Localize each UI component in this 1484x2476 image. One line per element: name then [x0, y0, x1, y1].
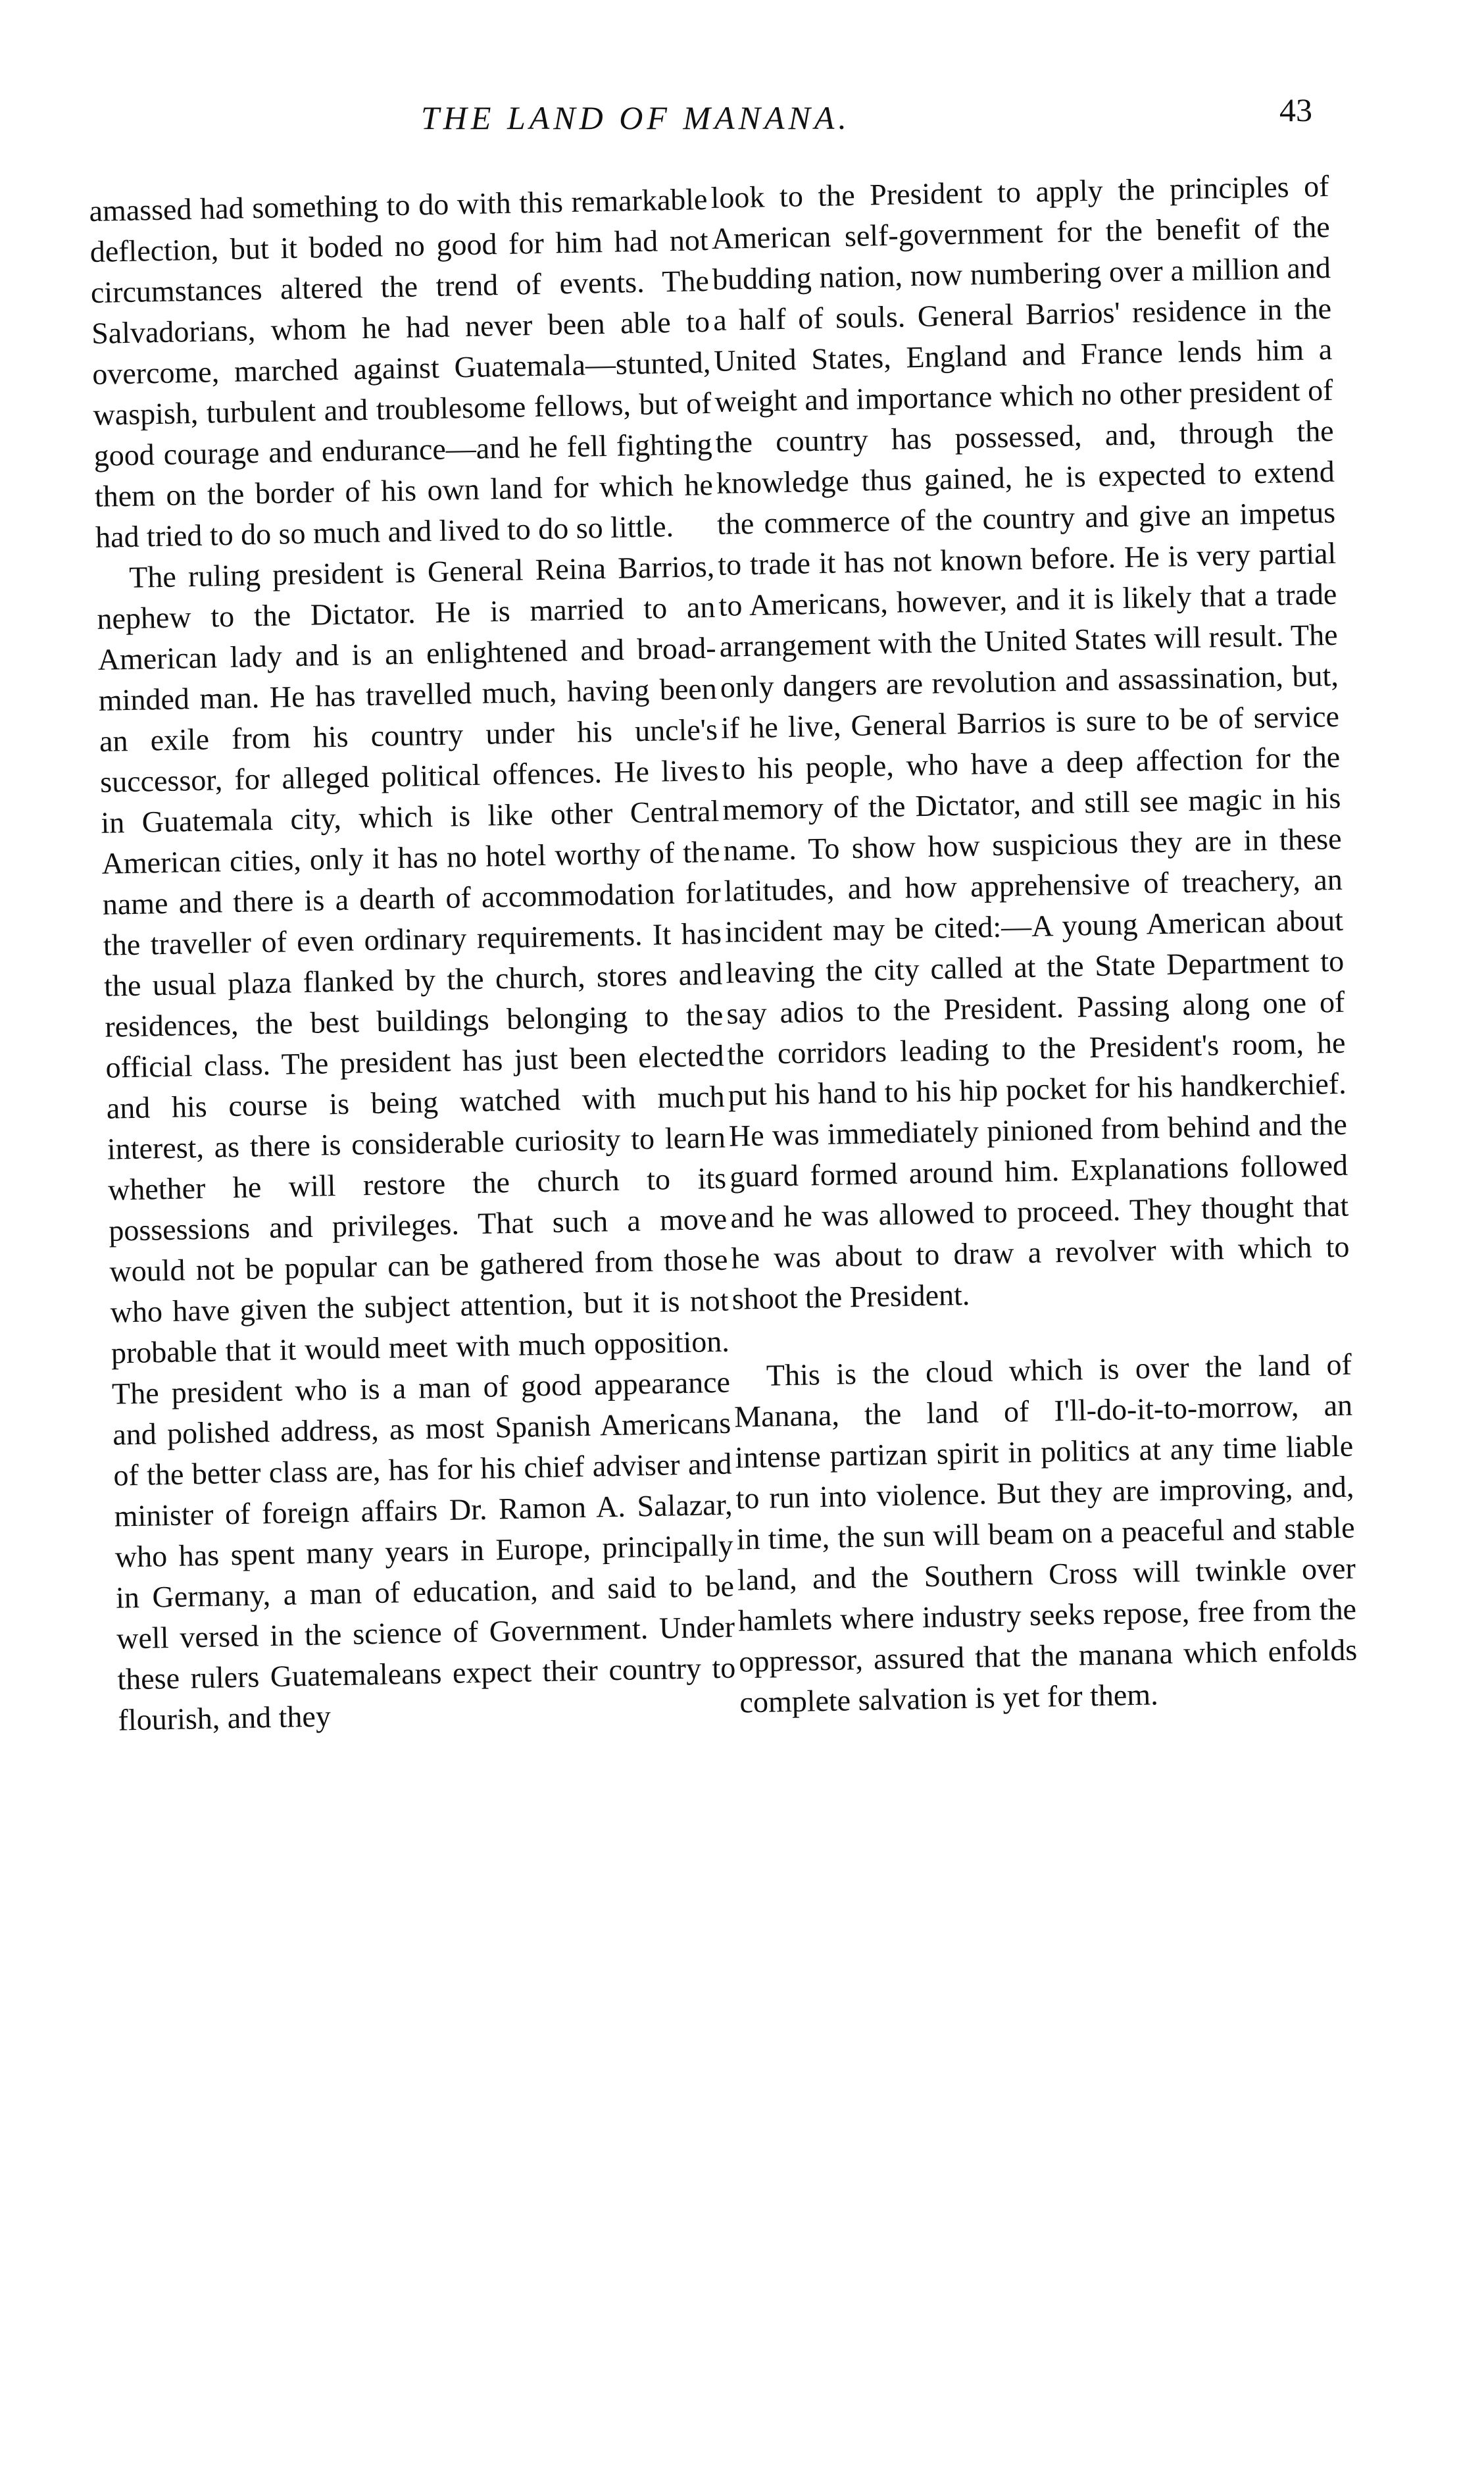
- page-number: 43: [1279, 91, 1312, 128]
- left-text-column: [89, 179, 737, 1741]
- paragraph-closing: This is the cloud which is over the land of Manana, the land of I'll-do-it-to-morrow, an intense partizan spirit in politics at any time liable to run into violence. But they are improving, and, in time, the sun will beam on a peaceful and stable land, and the Southern Cross will twinkle over hamlets where industry seeks repose, free from the oppressor, assured that the manana which enfolds complete salvation is yet for them.: [733, 1347, 1358, 1719]
- running-title: THE LAND OF MANANA.: [421, 99, 851, 136]
- right-text-column: [710, 166, 1358, 1723]
- paragraph-ruling-president: The ruling president is General Reina Barrios, nephew to the Dictator. He is married to an American lady and is an enlightened and broad-minded man. He has travelled much, having been an exile from his country under his uncle's successor, for alleged political offences. He lives in Guatemala city, which is like other Central American cities, only it has no hotel worthy of the name and there is a dearth of accommodation for the traveller of even ordinary requirements. It has the usual plaza flanked by the church, stores and residences, the best buildings belonging to the official class. The president has just been elected and his course is being watched with much interest, as there is considerable curiosity to learn whether he will restore the church to its possessions and privileges. That such a move would not be popular can be gathered from those who have given the subject attention, but it is not probable that it would meet with much opposition. The president who is a man of good appearance and polished address, as most Spanish Americans of the better class are, has for his chief adviser and minister of foreign affairs Dr. Ramon A. Salazar, who has spent many years in Europe, principally in Germany, a man of education, and said to be well versed in the science of Government. Under these rulers Guatemaleans expect their country to flourish, and they: [96, 549, 736, 1737]
- paragraph-continued: amassed had something to do with this remarkable deflection, but it boded no good for him had not circumstances altered the trend of events. The Salvadorians, whom he had never been able to overcome, marched against Guatemala—stunted, waspish, turbulent and troublesome fellows, but of good courage and endurance—and he fell fighting them on the border of his own land for which he had tried to do so much and lived to do so little.: [89, 182, 714, 554]
- paragraph-president-policy: look to the President to apply the principles of American self-government for the benefit of the budding nation, now numbering over a million and a half of souls. General Barrios' residence in the United States, England and France lends him a weight and importance which no other president of the country has possessed, and, through the knowledge thus gained, he is expected to extend the commerce of the country and give an impetus to trade it has not known before. He is very partial to Americans, however, and it is likely that a trade arrangement with the United States will result. The only dangers are revolution and assassination, but, if he live, General Barrios is sure to be of service to his people, who have a deep affection for the memory of the Dictator, and still see magic in his name. To show how suspicious they are in these latitudes, and how apprehensive of treachery, an incident may be cited:—A young American about leaving the city called at the State Department to say adios to the President. Passing along one of the corridors leading to the President's room, he put his hand to his hip pocket for his handkerchief. He was immediately pinioned from behind and the guard formed around him. Explanations followed and he was allowed to proceed. They thought that he was about to draw a revolver with which to shoot the President.: [710, 168, 1350, 1316]
